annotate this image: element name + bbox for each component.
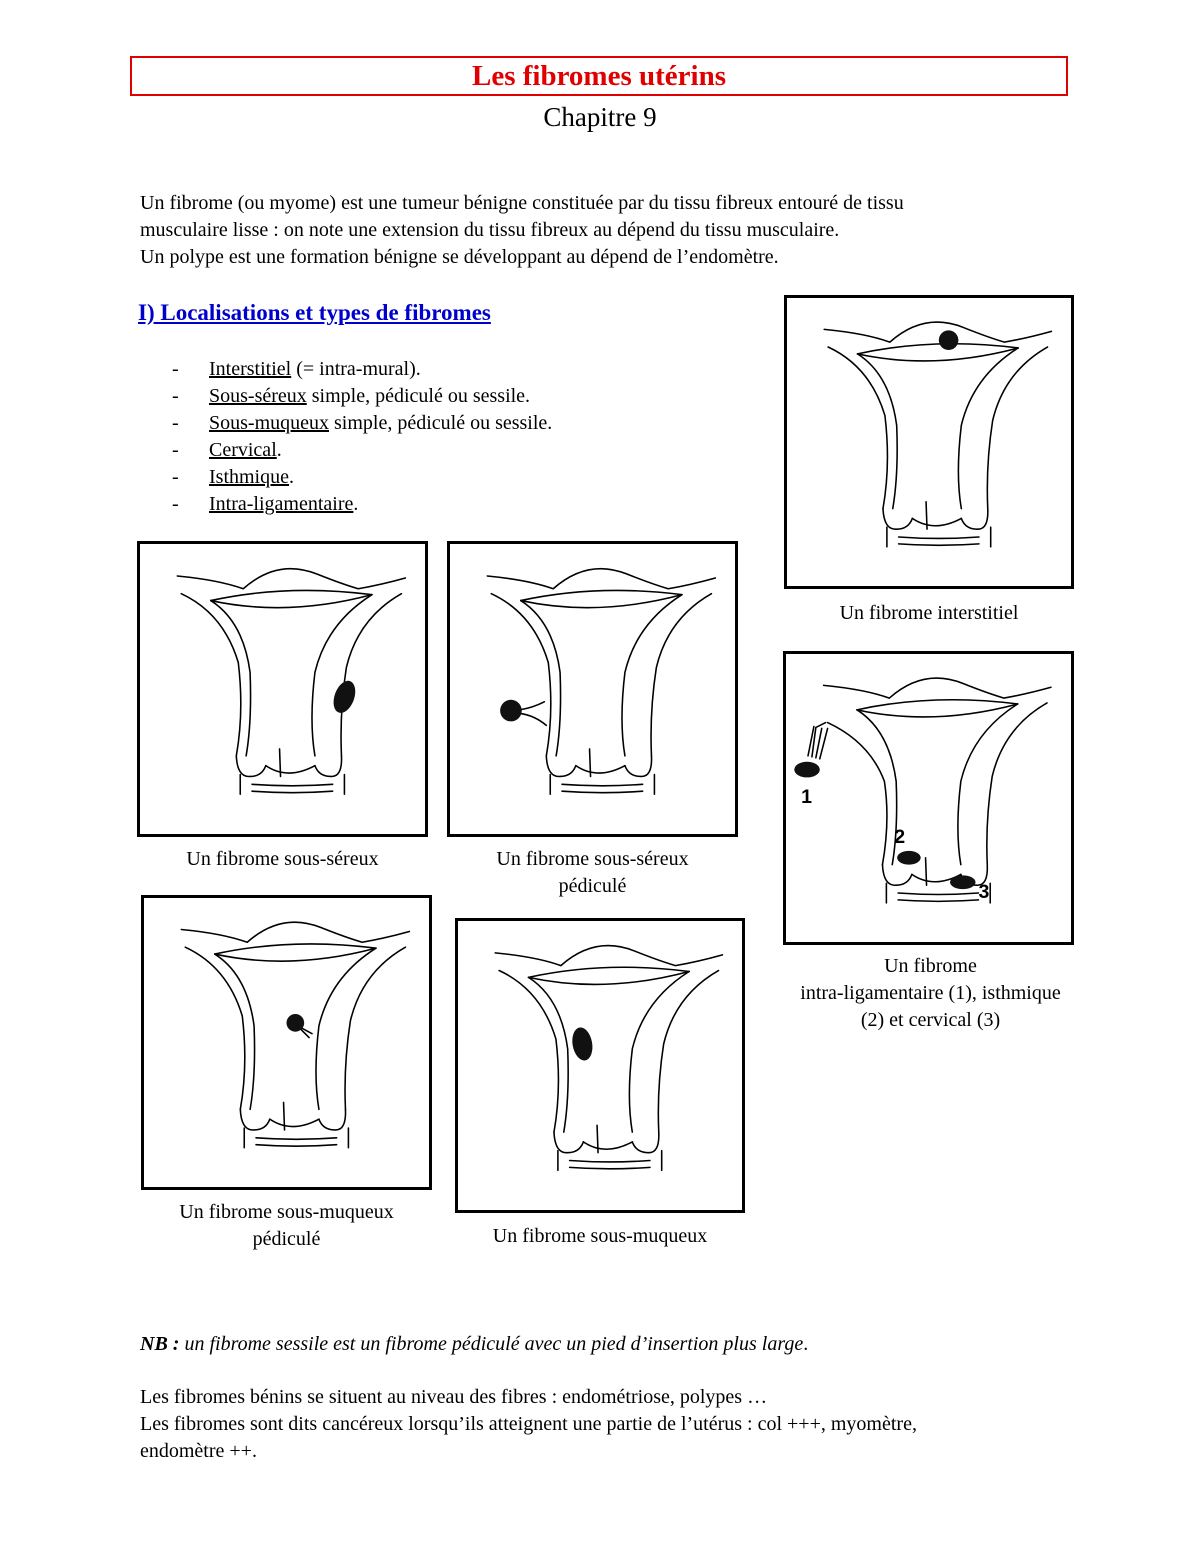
list-item-term: Isthmique (209, 466, 289, 488)
chapter-subtitle: Chapitre 9 (543, 102, 657, 132)
closing-line-2: Les fibromes sont dits cancéreux lorsqu’ils atteignent une partie de l’utérus : col +++, myomètre, (140, 1413, 917, 1435)
closing-line-3: endomètre ++. (140, 1440, 257, 1462)
list-item-term: Sous-séreux (209, 385, 307, 407)
intro-paragraph (140, 190, 1080, 271)
closing-line-1: Les fibromes bénins se situent au niveau des fibres : endométriose, polypes … (140, 1386, 768, 1408)
list-item: - Sous-séreux simple, pédiculé ou sessile. (172, 385, 531, 407)
list-item-text: . (276, 439, 282, 461)
list-item-term: Cervical (209, 439, 277, 461)
caption-line-2: pédiculé (558, 875, 627, 897)
marker-label-1: 1 (801, 785, 813, 808)
uterus-drawing (787, 298, 1071, 586)
caption-line-1: Un fibrome sous-séreux (496, 848, 689, 870)
uterus-drawing (450, 544, 735, 834)
section-title: I) Localisations et types de fibromes (138, 300, 491, 325)
list-item-text: (= intra-mural). (291, 358, 421, 380)
figure-sous-muqueux (455, 918, 745, 1213)
list-item: - Sous-muqueux simple, pédiculé ou sessile. (172, 412, 553, 434)
nb-note (140, 1331, 808, 1358)
figure-caption (763, 953, 1098, 1034)
figure-caption: Un fibrome interstitiel (839, 602, 1019, 624)
list-item-text: simple, pédiculé ou sessile. (306, 385, 531, 407)
caption-line-2: pédiculé (252, 1228, 321, 1250)
caption-line-1: Un fibrome (884, 955, 977, 977)
caption-line-3: (2) et cervical (3) (860, 1009, 1001, 1031)
list-item-text: simple, pédiculé ou sessile. (329, 412, 553, 434)
list-item-term: Interstitiel (209, 358, 292, 380)
intro-line-3: Un polype est une formation bénigne se développant au dépend de l’endomètre. (140, 246, 779, 268)
figure-sous-sereux-pedicule (447, 541, 738, 837)
nb-period: . (803, 1333, 809, 1355)
nb-label: NB : (140, 1333, 180, 1355)
figure-intra-ligamentaire (783, 651, 1074, 945)
uterus-drawing (458, 921, 742, 1210)
uterus-drawing (140, 544, 425, 834)
list-item: - Isthmique. (172, 466, 294, 488)
caption-line-1: Un fibrome sous-muqueux (179, 1201, 394, 1223)
figure-sous-muqueux-pedicule (141, 895, 432, 1190)
intro-line-2: musculaire lisse : on note une extension du tissu fibreux au dépend du tissu musculaire. (140, 219, 840, 241)
nb-text: un fibrome sessile est un fibrome pédiculé avec un pied d’insertion plus large (179, 1333, 804, 1355)
figure-interstitiel (784, 295, 1074, 589)
uterus-drawing (786, 654, 1071, 942)
intro-line-1: Un fibrome (ou myome) est une tumeur bénigne constituée par du tissu fibreux entouré de tissu (140, 192, 904, 214)
page-title: Les fibromes utérins (130, 56, 1068, 96)
marker-label-2: 2 (894, 826, 906, 849)
figure-caption (131, 1199, 442, 1253)
figure-sous-sereux (137, 541, 428, 837)
uterus-drawing (144, 898, 429, 1187)
marker-label-3: 3 (978, 880, 990, 903)
fibroma-type-list (172, 356, 552, 518)
list-item-term: Intra-ligamentaire (209, 493, 354, 515)
closing-paragraph (140, 1384, 1080, 1465)
figure-caption: Un fibrome sous-séreux (186, 848, 379, 870)
list-item: - Interstitiel (= intra-mural). (172, 358, 421, 380)
list-item: - Cervical. (172, 439, 282, 461)
figure-caption: Un fibrome sous-muqueux (492, 1225, 708, 1247)
figure-caption (447, 846, 738, 900)
list-item-text: . (289, 466, 294, 488)
list-item-term: Sous-muqueux (209, 412, 329, 434)
caption-line-2: intra-ligamentaire (1), isthmique (800, 982, 1061, 1004)
list-item: - Intra-ligamentaire. (172, 493, 359, 515)
list-item-text: . (353, 493, 359, 515)
